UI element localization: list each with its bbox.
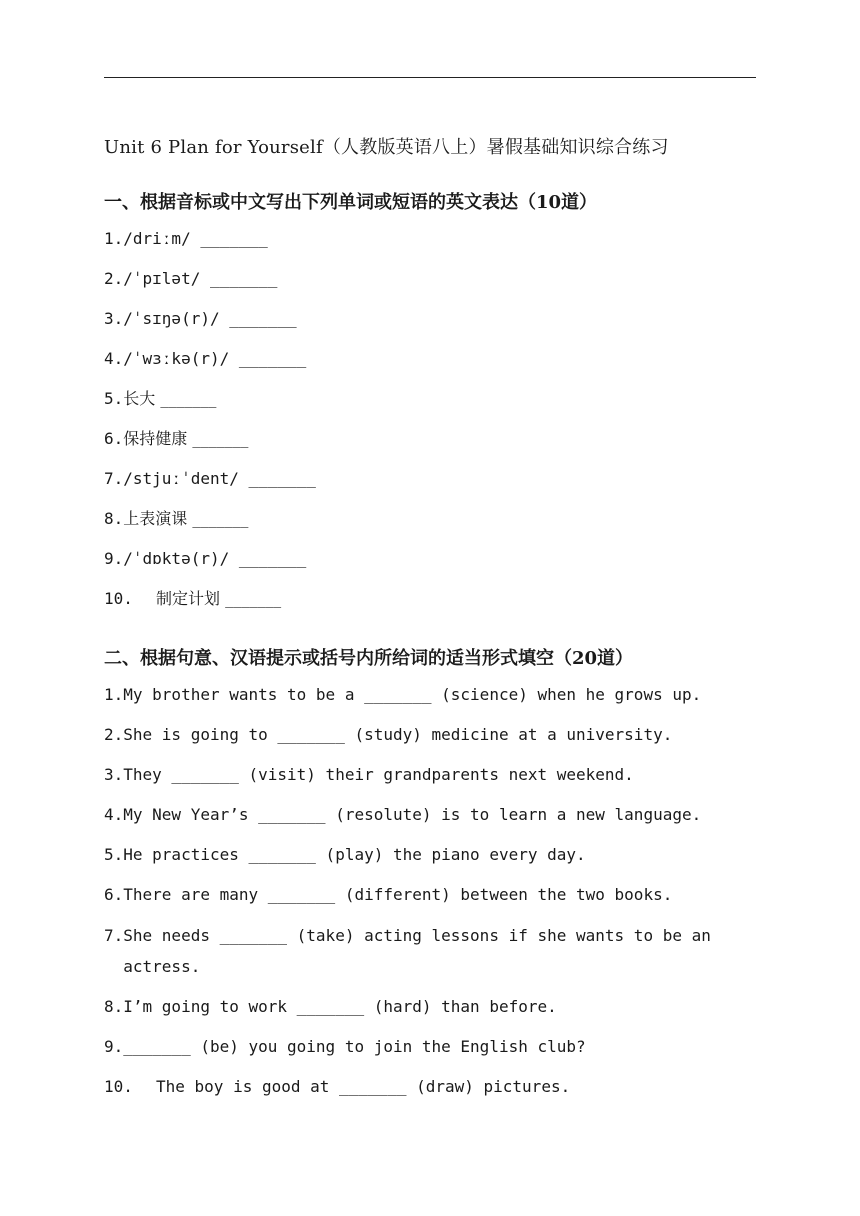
list-item	[104, 229, 756, 269]
item-text: /ˈpɪlət/ _______	[123, 269, 278, 288]
item-number: 3.	[104, 309, 124, 328]
item-number: 3.	[104, 765, 124, 784]
item-text: /driːm/ _______	[123, 229, 268, 248]
item-text: /ˈwɜːkə(r)/ _______	[123, 349, 307, 368]
section-1-list	[104, 229, 756, 629]
header-rule	[104, 77, 756, 78]
item-text: They _______ (visit) their grandparents next weekend.	[123, 765, 634, 784]
item-number: 1.	[104, 685, 124, 704]
item-text: My New Year’s _______ (resolute) is to learn a new language.	[123, 805, 702, 824]
list-item	[104, 389, 756, 429]
item-text: She needs _______ (take) acting lessons if she wants to be an actress.	[123, 926, 711, 976]
item-number: 6.	[104, 429, 124, 448]
list-item	[104, 429, 756, 469]
item-text: /ˈsɪŋə(r)/ _______	[123, 309, 297, 328]
item-text: She is going to _______ (study) medicine at a university.	[123, 725, 673, 744]
item-number: 2.	[104, 725, 124, 744]
list-item	[104, 549, 756, 589]
section-2-list	[104, 685, 756, 1117]
list-item	[104, 349, 756, 389]
item-number: 4.	[104, 349, 124, 368]
list-item	[104, 509, 756, 549]
item-number: 8.	[104, 997, 124, 1016]
item-number: 10.	[104, 589, 133, 608]
list-item	[104, 1037, 756, 1077]
item-number: 7.	[104, 469, 124, 488]
item-text: /ˈdɒktə(r)/ _______	[123, 549, 307, 568]
item-number: 6.	[104, 885, 124, 904]
item-text: 制定计划 _______	[156, 589, 282, 608]
item-text: He practices _______ (play) the piano every day.	[123, 845, 586, 864]
list-item	[104, 805, 756, 845]
list-item	[104, 309, 756, 349]
item-number: 5.	[104, 845, 124, 864]
list-item	[104, 765, 756, 805]
item-number: 2.	[104, 269, 124, 288]
item-text: There are many _______ (different) between the two books.	[123, 885, 673, 904]
item-text: The boy is good at _______ (draw) pictures.	[156, 1077, 571, 1096]
list-item	[104, 1077, 756, 1117]
item-number: 5.	[104, 389, 124, 408]
list-item	[104, 685, 756, 725]
item-text: _______ (be) you going to join the English club?	[123, 1037, 586, 1056]
section-2-heading: 二、根据句意、汉语提示或括号内所给词的适当形式填空（20道）	[104, 648, 634, 669]
item-number: 10.	[104, 1077, 133, 1096]
item-text: 上表演课 _______	[123, 509, 249, 528]
item-text: I’m going to work _______ (hard) than before.	[123, 997, 557, 1016]
item-text: 保持健康 _______	[123, 429, 249, 448]
item-number: 1.	[104, 229, 124, 248]
item-number: 4.	[104, 805, 124, 824]
list-item	[104, 469, 756, 509]
section-1-heading: 一、根据音标或中文写出下列单词或短语的英文表达（10道）	[104, 192, 598, 213]
item-number: 9.	[104, 549, 124, 568]
list-item	[104, 885, 756, 925]
list-item	[104, 725, 756, 765]
item-text: My brother wants to be a _______ (science) when he grows up.	[123, 685, 702, 704]
list-item	[104, 925, 756, 997]
worksheet-title: Unit 6 Plan for Yourself（人教版英语八上）暑假基础知识综合练习	[104, 137, 669, 158]
item-number: 8.	[104, 509, 124, 528]
list-item	[104, 269, 756, 309]
item-number: 9.	[104, 1037, 124, 1056]
list-item	[104, 997, 756, 1037]
item-number: 7.	[104, 926, 124, 945]
item-text: 长大 _______	[123, 389, 217, 408]
list-item	[104, 589, 756, 629]
list-item	[104, 845, 756, 885]
item-text: /stjuːˈdent/ _______	[123, 469, 316, 488]
